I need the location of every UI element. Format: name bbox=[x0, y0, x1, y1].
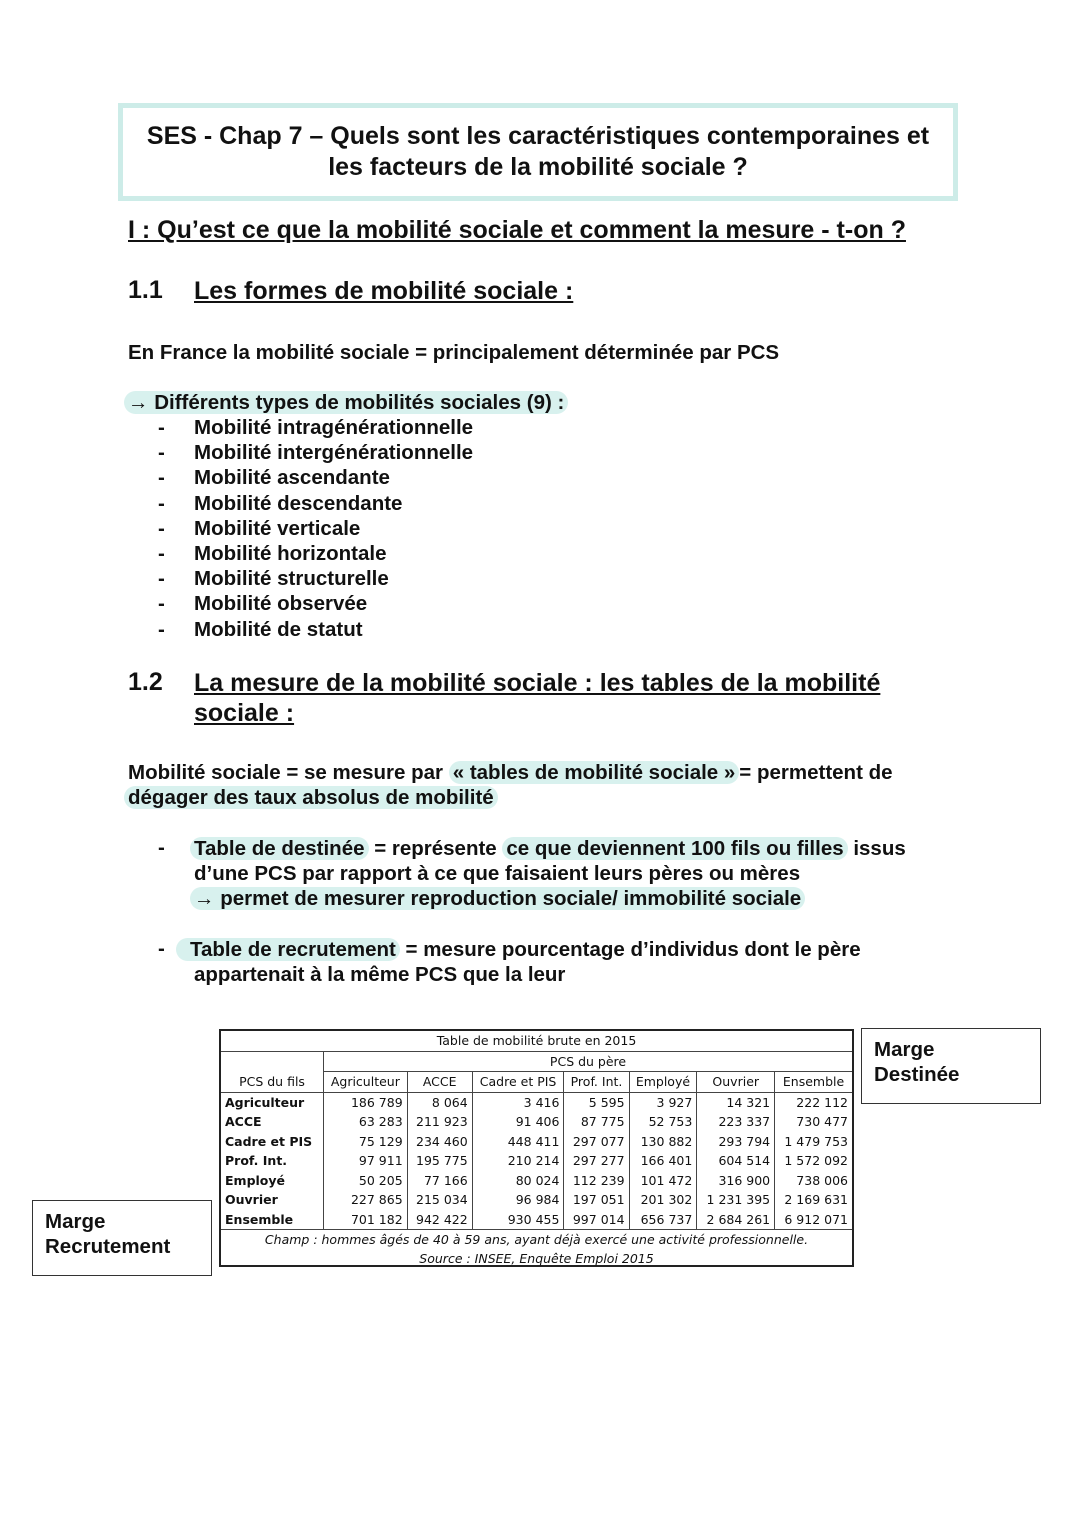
heading-line: sociale : bbox=[194, 699, 295, 727]
table-cell: 297 277 bbox=[564, 1151, 629, 1171]
destinee-item bbox=[190, 836, 906, 911]
destinee-text: issus bbox=[847, 837, 906, 860]
table-cell: 210 214 bbox=[472, 1151, 564, 1171]
table-row bbox=[221, 1171, 852, 1191]
row-label: Ensemble bbox=[221, 1210, 324, 1230]
column-header: Cadre et PIS bbox=[472, 1072, 564, 1093]
table-cell: 297 077 bbox=[564, 1132, 629, 1152]
table-cell: 1 479 753 bbox=[775, 1132, 852, 1152]
table-cell: 223 337 bbox=[697, 1112, 775, 1132]
column-header: ACCE bbox=[407, 1072, 472, 1093]
table-cell: 14 321 bbox=[697, 1092, 775, 1112]
table-cell: 186 789 bbox=[324, 1092, 408, 1112]
table-cell: 6 912 071 bbox=[775, 1210, 852, 1230]
row-header: PCS du fils bbox=[239, 1074, 305, 1089]
heading-line: La mesure de la mobilité sociale : les tables de la mobilité bbox=[194, 669, 881, 697]
table-cell: 3 416 bbox=[472, 1092, 564, 1112]
mobility-table bbox=[219, 1029, 854, 1267]
table-cell: 130 882 bbox=[629, 1132, 697, 1152]
table-cell: 656 737 bbox=[629, 1210, 697, 1230]
column-header: Ensemble bbox=[775, 1072, 852, 1093]
types-title bbox=[124, 390, 568, 415]
table-cell: 930 455 bbox=[472, 1210, 564, 1230]
recrutement-item bbox=[176, 937, 861, 987]
para-part: Mobilité sociale = se mesure par bbox=[128, 761, 449, 784]
table-cell: 5 595 bbox=[564, 1092, 629, 1112]
table-cell: 211 923 bbox=[407, 1112, 472, 1132]
table-cell: 80 024 bbox=[472, 1171, 564, 1191]
list-item: - Mobilité de statut bbox=[158, 617, 473, 642]
table-cell: 942 422 bbox=[407, 1210, 472, 1230]
para-highlight: « tables de mobilité sociale » bbox=[449, 761, 740, 784]
table-cell: 8 064 bbox=[407, 1092, 472, 1112]
destinee-highlight: ce que deviennent 100 fils ou filles bbox=[502, 837, 847, 860]
table-row bbox=[221, 1151, 852, 1171]
destinee-line3: → permet de mesurer reproduction sociale/ immobilité sociale bbox=[190, 887, 805, 910]
column-header: Prof. Int. bbox=[564, 1072, 629, 1093]
row-label: Cadre et PIS bbox=[221, 1132, 324, 1152]
destinee-label: Table de destinée bbox=[190, 837, 369, 860]
row-label: Ouvrier bbox=[221, 1190, 324, 1210]
table-cell: 316 900 bbox=[697, 1171, 775, 1191]
recrutement-line2: appartenait à la même PCS que la leur bbox=[194, 963, 566, 986]
table-cell: 87 775 bbox=[564, 1112, 629, 1132]
table-cell: 215 034 bbox=[407, 1190, 472, 1210]
bullet-dash: - bbox=[158, 937, 165, 960]
subsection-number: 1.2 bbox=[128, 668, 163, 696]
title-box bbox=[118, 103, 958, 201]
table-source: Source : INSEE, Enquête Emploi 2015 bbox=[419, 1251, 654, 1266]
list-item: - Mobilité intragénérationnelle bbox=[158, 415, 473, 440]
types-title-highlight: → Différents types de mobilités sociales (9) : bbox=[124, 391, 568, 414]
subsection-number: 1.1 bbox=[128, 276, 163, 304]
row-label: Employé bbox=[221, 1171, 324, 1191]
destinee-line2: d’une PCS par rapport à ce que faisaient leurs pères ou mères bbox=[194, 862, 801, 885]
table-cell: 77 166 bbox=[407, 1171, 472, 1191]
table-row bbox=[221, 1132, 852, 1152]
table-cell: 195 775 bbox=[407, 1151, 472, 1171]
row-label: Prof. Int. bbox=[221, 1151, 324, 1171]
bullet-dash: - bbox=[158, 836, 165, 859]
table-cell: 101 472 bbox=[629, 1171, 697, 1191]
table-cell: 2 684 261 bbox=[697, 1210, 775, 1230]
table-cell: 50 205 bbox=[324, 1171, 408, 1191]
table-cell: 3 927 bbox=[629, 1092, 697, 1112]
list-item: - Mobilité ascendante bbox=[158, 465, 473, 490]
list-item: - Mobilité verticale bbox=[158, 516, 473, 541]
mobility-types-list bbox=[158, 415, 473, 642]
table-cell: 97 911 bbox=[324, 1151, 408, 1171]
table-row bbox=[221, 1210, 852, 1230]
page-title: SES - Chap 7 – Quels sont les caractéristiques contemporaines et les facteurs de la mobilité sociale ? bbox=[146, 122, 930, 181]
measure-paragraph bbox=[128, 760, 893, 810]
column-header: Employé bbox=[629, 1072, 697, 1093]
subsection-heading bbox=[194, 668, 880, 728]
table-cell: 52 753 bbox=[629, 1112, 697, 1132]
list-item: - Mobilité observée bbox=[158, 591, 473, 616]
table-cell: 997 014 bbox=[564, 1210, 629, 1230]
table-cell: 63 283 bbox=[324, 1112, 408, 1132]
table-cell: 1 572 092 bbox=[775, 1151, 852, 1171]
table-cell: 91 406 bbox=[472, 1112, 564, 1132]
table-title: Table de mobilité brute en 2015 bbox=[221, 1031, 852, 1051]
table-cell: 197 051 bbox=[564, 1190, 629, 1210]
table-cell: 2 169 631 bbox=[775, 1190, 852, 1210]
table-cell: 201 302 bbox=[629, 1190, 697, 1210]
subsection-heading: Les formes de mobilité sociale : bbox=[194, 277, 574, 305]
column-header: Ouvrier bbox=[697, 1072, 775, 1093]
row-label: ACCE bbox=[221, 1112, 324, 1132]
table-row bbox=[221, 1190, 852, 1210]
table-cell: 234 460 bbox=[407, 1132, 472, 1152]
intro-text: En France la mobilité sociale = principalement déterminée par PCS bbox=[128, 341, 780, 364]
column-group-header: PCS du père bbox=[324, 1051, 852, 1072]
recrutement-text: = mesure pourcentage d’individus dont le père bbox=[399, 938, 861, 961]
table-cell: 222 112 bbox=[775, 1092, 852, 1112]
column-header: Agriculteur bbox=[324, 1072, 408, 1093]
marge-recrutement-box: Marge Recrutement bbox=[32, 1200, 212, 1276]
table-cell: 227 865 bbox=[324, 1190, 408, 1210]
marge-destinee-box: Marge Destinée bbox=[861, 1028, 1041, 1104]
list-item: - Mobilité intergénérationnelle bbox=[158, 440, 473, 465]
table-champ: Champ : hommes âgés de 40 à 59 ans, ayant déjà exercé une activité professionnelle. bbox=[264, 1232, 809, 1247]
destinee-text: = représente bbox=[368, 837, 503, 860]
table-row bbox=[221, 1092, 852, 1112]
table-row bbox=[221, 1112, 852, 1132]
table-cell: 701 182 bbox=[324, 1210, 408, 1230]
table-cell: 112 239 bbox=[564, 1171, 629, 1191]
table-cell: 1 231 395 bbox=[697, 1190, 775, 1210]
table-cell: 166 401 bbox=[629, 1151, 697, 1171]
list-item: - Mobilité descendante bbox=[158, 491, 473, 516]
table-cell: 96 984 bbox=[472, 1190, 564, 1210]
recrutement-label: Table de recrutement bbox=[176, 938, 400, 961]
para-highlight: dégager des taux absolus de mobilité bbox=[124, 786, 498, 809]
table-cell: 604 514 bbox=[697, 1151, 775, 1171]
table-cell: 293 794 bbox=[697, 1132, 775, 1152]
table-cell: 730 477 bbox=[775, 1112, 852, 1132]
section-heading: I : Qu’est ce que la mobilité sociale et comment la mesure - t-on ? bbox=[128, 216, 906, 244]
table-cell: 75 129 bbox=[324, 1132, 408, 1152]
table-cell: 448 411 bbox=[472, 1132, 564, 1152]
row-label: Agriculteur bbox=[221, 1092, 324, 1112]
list-item: - Mobilité horizontale bbox=[158, 541, 473, 566]
table-cell: 738 006 bbox=[775, 1171, 852, 1191]
list-item: - Mobilité structurelle bbox=[158, 566, 473, 591]
para-part: = permettent de bbox=[739, 761, 893, 784]
